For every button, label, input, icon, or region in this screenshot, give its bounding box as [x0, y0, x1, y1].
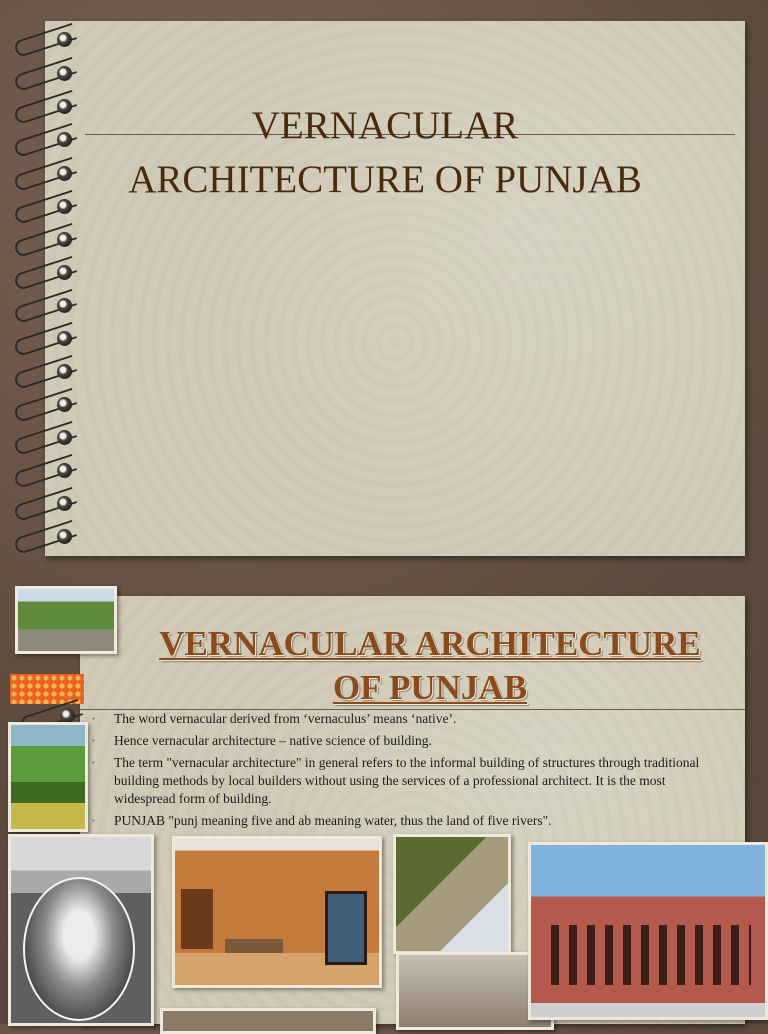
mud-house-photo: [172, 836, 382, 988]
charpai-bed: [225, 939, 283, 953]
slide-title-line2: ARCHITECTURE OF PUNJAB: [128, 158, 642, 201]
village-tree-photo: [393, 834, 511, 954]
farm-well-photo: [15, 586, 117, 654]
bullet-item: ▪ The term "vernacular architecture" in general refers to the informal building of structures through traditional building methods by local builders without using the services of a professional architect. It is the most widespread form of building.: [80, 754, 730, 808]
wooden-door: [181, 889, 213, 949]
palace-photo: [528, 842, 768, 1020]
bullet-list: [80, 710, 730, 834]
punjab-people-photo: [8, 834, 154, 1026]
tree-photo: [8, 722, 88, 832]
slide-heading: [130, 622, 730, 710]
bullet-item: ▪ PUNJAB "punj meaning five and ab meaning water, thus the land of five rivers".: [80, 812, 730, 830]
blue-door: [325, 891, 367, 965]
palace-arches: [551, 925, 751, 985]
bullet-item: ▪ Hence vernacular architecture – native science of building.: [80, 732, 730, 750]
slide-title-line1: VERNACULAR: [251, 104, 519, 147]
slide-heading-line1: VERNACULAR ARCHITECTURE: [159, 624, 701, 663]
slide-heading-line2: OF PUNJAB: [332, 668, 528, 707]
bullet-item: ▪ The word vernacular derived from ‘vernaculus’ means ‘native’.: [80, 710, 730, 728]
dancer-medallion: [23, 877, 135, 1021]
title-slide: [45, 21, 745, 556]
bottom-photo: [160, 1008, 376, 1034]
slide-title: [65, 99, 705, 207]
